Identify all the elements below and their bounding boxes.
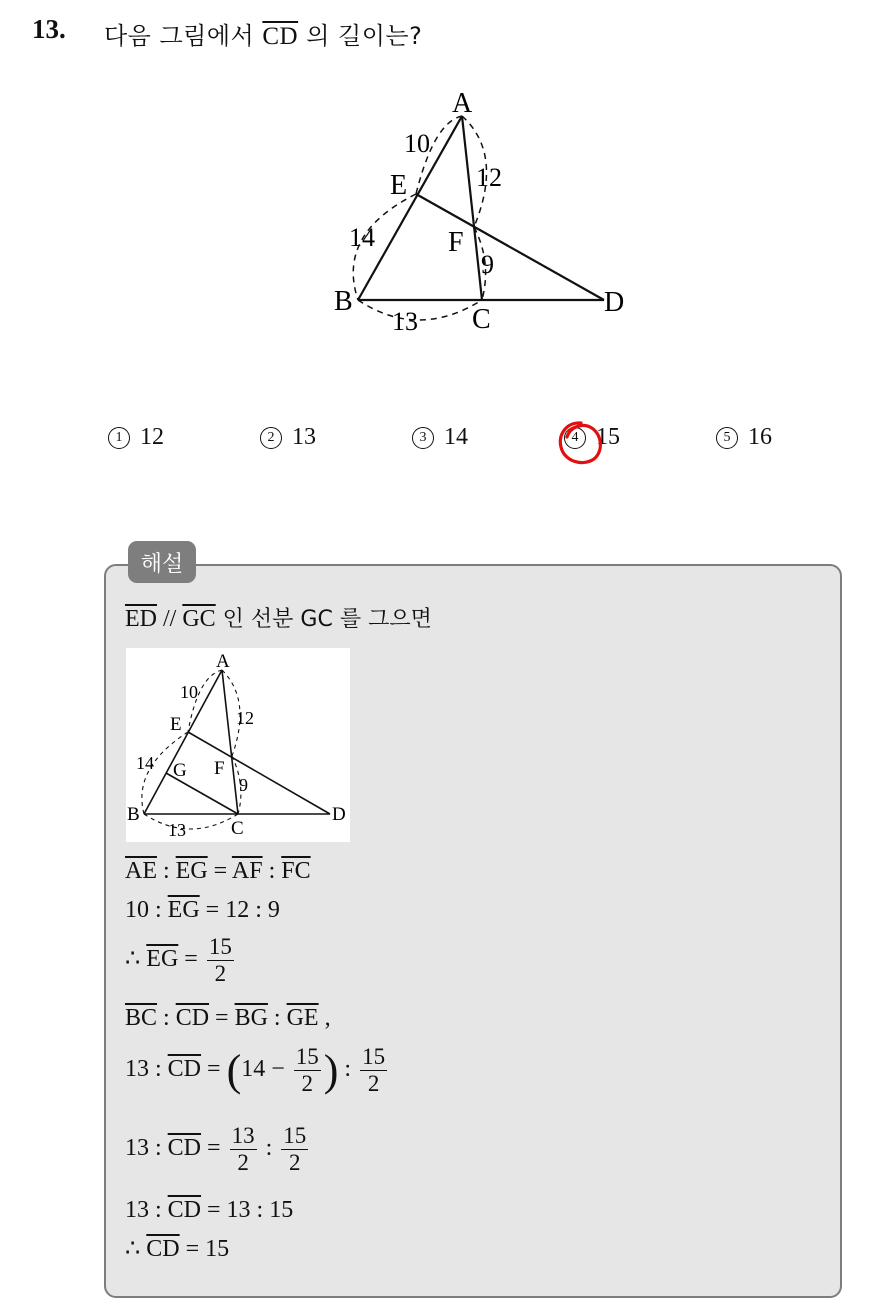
frac-den: 2 (301, 1071, 314, 1096)
frac-num: 15 (283, 1123, 307, 1148)
small-label-a: A (216, 651, 230, 672)
therefore-1: ∴ (125, 946, 147, 973)
solution-figure (126, 648, 350, 842)
vertex-label-f: F (448, 227, 464, 258)
step7-seg: $\overline{CD}$ (167, 1197, 202, 1223)
frac-num: 15 (295, 1044, 319, 1069)
step2-lhs: 10 : (125, 897, 168, 923)
step6-lhs: 13 : (125, 1135, 168, 1162)
length-label-fc: 9 (481, 250, 494, 279)
step5-inner: 14 − (241, 1056, 291, 1083)
answer-choices (108, 424, 808, 464)
vertex-label-c: C (472, 304, 491, 335)
solution-step-2 (125, 897, 280, 924)
final-answer: = 15 (179, 1236, 230, 1262)
length-label-af: 12 (476, 163, 502, 192)
question-text-suffix: 의 길이는? (298, 22, 423, 50)
step5-lhs: 13 : (125, 1056, 168, 1083)
solution-step-4: $\overline{BC}$ : $\overline{CD} = \overline{BG}$ : $\overline{GE}$ , (125, 1005, 331, 1031)
seg-bg: $\overline{BG}$ (234, 1005, 268, 1031)
answer-circle-mark (556, 419, 606, 469)
fraction-15-2-a (294, 1044, 321, 1097)
choice-2-value: 13 (292, 424, 316, 450)
frac-num: 13 (231, 1123, 255, 1148)
question-text (104, 16, 422, 51)
step3-seg: $\overline{EG}$ (146, 946, 179, 973)
step3-eq: = (178, 946, 204, 973)
parallel-symbol: // (157, 606, 183, 632)
seg-cd: $\overline{CD}$ (175, 1005, 210, 1031)
step8-seg: $\overline{CD}$ (146, 1236, 180, 1262)
step4-tail: , (318, 1005, 331, 1031)
choice-1[interactable] (108, 424, 164, 451)
segment-gc: $\overline{GC}$ (182, 606, 216, 632)
small-label-f: F (214, 758, 225, 779)
choice-3-value: 14 (444, 424, 468, 450)
frac-den: 2 (367, 1071, 380, 1096)
solution-step-7 (125, 1197, 293, 1224)
length-label-bc: 13 (392, 307, 418, 336)
paren-close: ) (323, 1046, 339, 1095)
frac-den: 2 (214, 961, 227, 986)
step5-colon: : (338, 1056, 358, 1083)
step5-seg: $\overline{CD}$ (167, 1056, 202, 1083)
frac-num: 15 (362, 1044, 386, 1069)
solution-step-3 (125, 934, 237, 987)
fraction-15-2-c (281, 1123, 308, 1176)
step2-seg: $\overline{EG}$ (167, 897, 200, 923)
fraction-13-2 (230, 1123, 257, 1176)
small-label-d: D (332, 804, 346, 825)
seg-bc: $\overline{BC}$ (125, 1005, 158, 1031)
choice-5-symbol: 5 (716, 427, 738, 449)
seg-fc: $\overline{FC}$ (281, 858, 311, 884)
choice-2[interactable] (260, 424, 316, 451)
step6-seg: $\overline{CD}$ (167, 1135, 202, 1162)
seg-ge: $\overline{GE}$ (286, 1005, 319, 1031)
frac-den: 2 (237, 1150, 249, 1175)
step2-rhs: = 12 : 9 (199, 897, 280, 923)
paren-open: ( (226, 1046, 242, 1095)
frac-den: 2 (288, 1150, 301, 1175)
small-label-c: C (231, 818, 244, 839)
question-text-prefix: 다음 그림에서 (104, 22, 263, 50)
seg-eg: $\overline{EG}$ (175, 858, 208, 884)
step7-rhs: = 13 : 15 (201, 1197, 294, 1223)
choice-2-symbol: 2 (260, 427, 282, 449)
length-label-eb: 14 (349, 223, 375, 252)
solution-step-1: $\overline{AE}$ : $\overline{EG} = \overline{AF}$ : $\overline{FC}$ (125, 858, 311, 884)
step6-eq: = (201, 1135, 227, 1162)
small-length-bc: 13 (168, 820, 186, 840)
frac-num: 15 (208, 934, 232, 959)
segment-ed: $\overline{ED}$ (125, 606, 157, 632)
question-segment: $\overline{CD}$ (262, 23, 299, 50)
small-label-e: E (170, 714, 182, 735)
solution-step-5 (125, 1044, 390, 1097)
choice-1-symbol: 1 (108, 427, 130, 449)
choice-5[interactable] (716, 424, 772, 451)
solution-intro (125, 602, 432, 633)
vertex-label-b: B (334, 286, 353, 317)
solution-step-6 (125, 1123, 311, 1176)
intro-text: 인 선분 GC 를 그으면 (215, 607, 432, 632)
vertex-label-d: D (604, 287, 625, 318)
step5-eq: = (201, 1056, 227, 1083)
fraction-15-2 (207, 934, 234, 987)
choice-1-value: 12 (140, 424, 164, 450)
choice-4-symbol: 4 (564, 427, 586, 449)
fraction-15-2-b (360, 1044, 387, 1097)
small-length-eb: 14 (136, 753, 154, 773)
choice-5-value: 16 (748, 424, 772, 450)
step7-lhs: 13 : (125, 1197, 168, 1223)
vertex-label-a: A (452, 88, 473, 119)
triangle-figure (318, 84, 638, 344)
seg-ae: $\overline{AE}$ (125, 858, 157, 884)
small-length-af: 12 (236, 708, 254, 728)
choice-4-value: 15 (596, 424, 620, 450)
seg-af: $\overline{AF}$ (231, 858, 263, 884)
vertex-label-e: E (390, 170, 408, 201)
solution-step-8 (125, 1234, 229, 1263)
therefore-2: ∴ (125, 1236, 147, 1262)
small-label-b: B (127, 804, 140, 825)
choice-3[interactable] (412, 424, 468, 451)
small-length-fc: 9 (239, 775, 248, 795)
solution-tag: 해설 (128, 541, 196, 583)
small-label-g: G (173, 760, 187, 781)
question-number: 13. (32, 14, 66, 44)
choice-3-symbol: 3 (412, 427, 434, 449)
length-label-ae: 10 (404, 129, 430, 158)
step6-colon: : (259, 1135, 279, 1162)
small-length-ae: 10 (180, 682, 198, 702)
